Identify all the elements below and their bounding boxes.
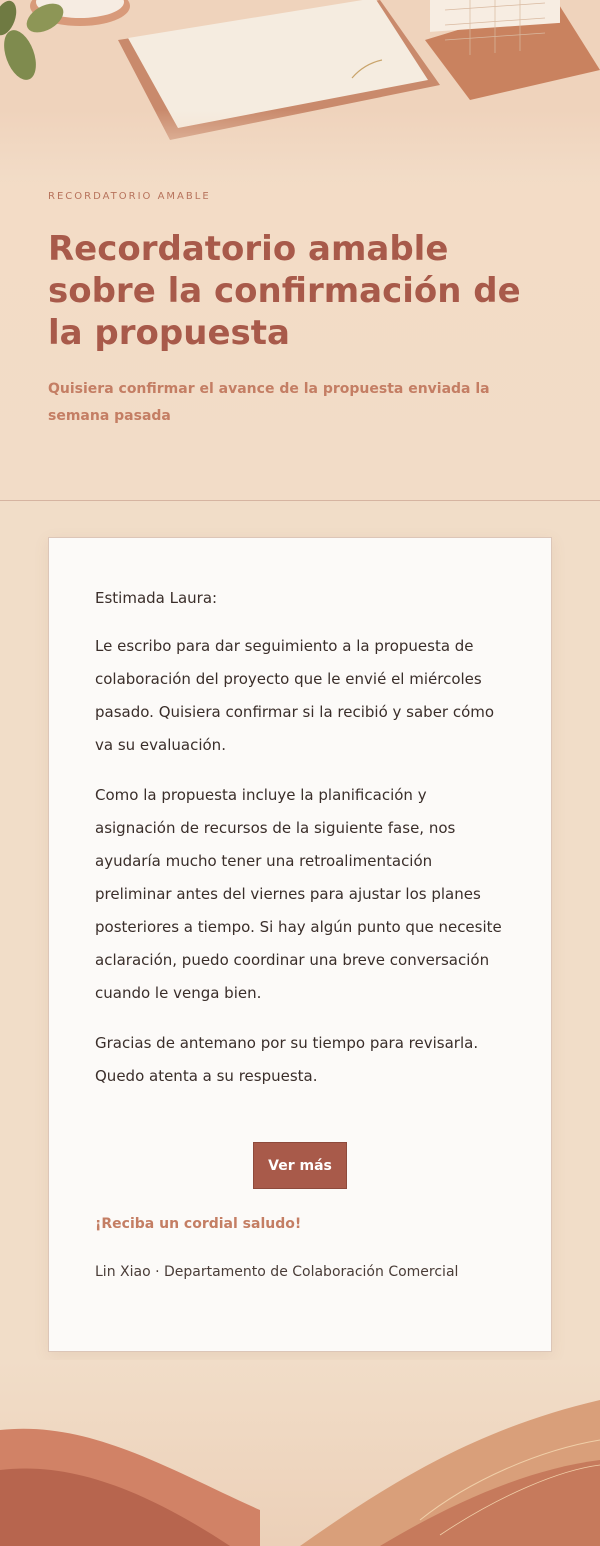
footer-wave-illustration — [0, 1360, 600, 1546]
paragraph-1: Le escribo para dar seguimiento a la propuesta de colaboración del proyecto que le envié el miércoles pasado. Quisiera confirmar si la recibió y saber cómo va su evaluación. — [95, 637, 495, 754]
greeting: Estimada Laura: — [95, 589, 218, 607]
signature: Lin Xiao · Departamento de Colaboración Comercial — [95, 1264, 459, 1280]
paragraph-2: Como la propuesta incluye la planificación y asignación de recursos de la siguiente fase, nos ayudaría mucho tener una retroalimentación preliminar antes del viernes para ajustar los planes posteriores a tiempo. Si hay algún punto que necesite aclaración, puedo coordinar una breve conversación cuando le venga bien. — [95, 786, 502, 1002]
header-divider — [0, 500, 600, 501]
message-card — [48, 537, 552, 1352]
email-title: Recordatorio amable sobre la confirmación de la propuesta — [48, 229, 521, 353]
paragraph-3: Gracias de antemano por su tiempo para revisarla. Quedo atenta a su respuesta. — [95, 1034, 479, 1085]
email-subtitle: Quisiera confirmar el avance de la propuesta enviada la semana pasada — [48, 381, 490, 424]
eyebrow-label: RECORDATORIO AMABLE — [48, 191, 211, 202]
closing-line: ¡Reciba un cordial saludo! — [95, 1216, 302, 1232]
hero-banner — [0, 0, 600, 500]
stationery-illustration — [0, 0, 600, 180]
view-more-button[interactable]: Ver más — [253, 1142, 347, 1189]
